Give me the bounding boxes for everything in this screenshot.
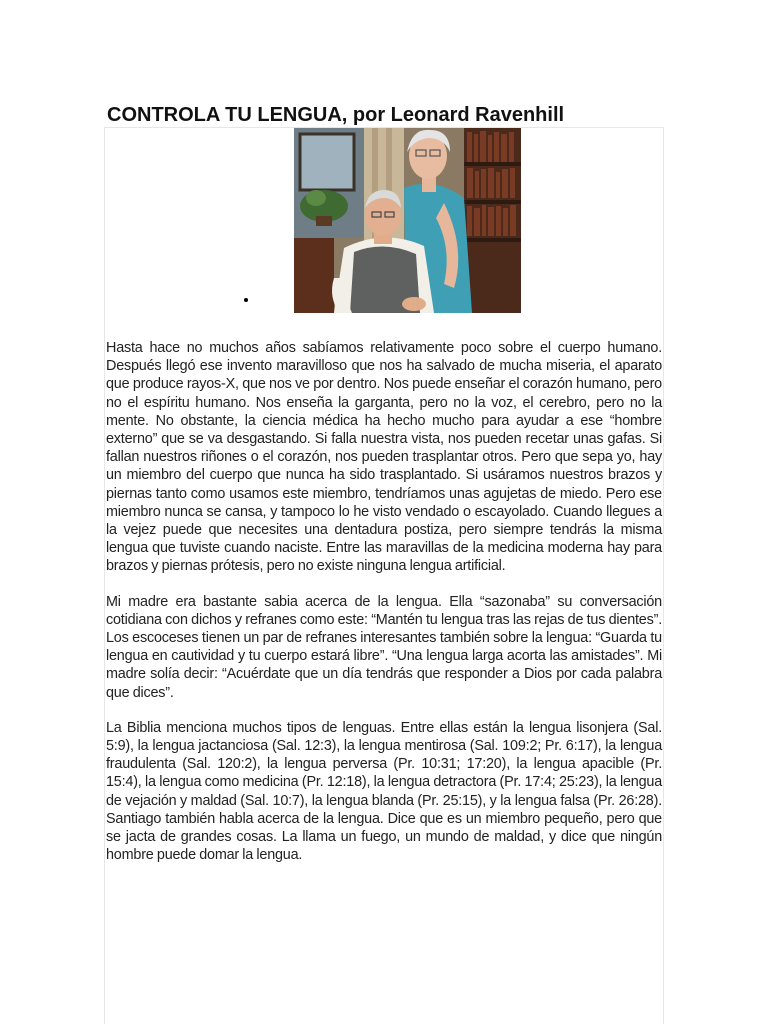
page-title: CONTROLA TU LENGUA, por Leonard Ravenhill bbox=[107, 104, 565, 126]
list-bullet bbox=[244, 298, 248, 302]
article-text bbox=[106, 339, 662, 881]
author-photo bbox=[294, 128, 521, 313]
paragraph: Mi madre era bastante sabia acerca de la lengua. Ella “sazonaba” su conversación cotidiana con dichos y refranes como este: “Mantén tu lengua tras las rejas de tus dientes”. Los escoceses tienen un par de refranes interesantes también sobre la lengua: “Guarda tu lengua en cautividad y tu cuerpo estará libre”. “Una lengua larga acorta las amistades”. Mi madre solía decir: “Acuérdate que un día tendrás que responder a Dios por cada palabra que dices”. bbox=[106, 593, 662, 701]
paragraph: Hasta hace no muchos años sabíamos relativamente poco sobre el cuerpo humano. Después llegó ese invento maravilloso que nos ha salvado de mucha miseria, el aparato que produce rayos-X, que nos ve por dentro. Nos puede enseñar el corazón humano, pero no el espíritu humano. Nos enseña la garganta, pero no la voz, el cerebro, pero no la mente. No obstante, la ciencia médica ha hecho mucho para ayudar a ese “hombre externo” que se va desgastando. Si falla nuestra vista, nos pueden recetar unas gafas. Si fallan nuestros riñones o el corazón, nos pueden trasplantar otros. Pero que sepa yo, hay un miembro del cuerpo que nunca ha sido trasplantado. Si usáramos nuestros brazos y piernas tanto como usamos este miembro, tendríamos unas agujetas de miedo. Pero ese miembro nunca se cansa, y tampoco lo he visto vendado o escayolado. Cuando llegues a la vejez puede que necesites una dentadura postiza, pero siempre tendrás la misma lengua que tuviste cuando naciste. Entre las maravillas de la medicina moderna hay para brazos y piernas prótesis, pero no existe ninguna lengua artificial. bbox=[106, 340, 662, 575]
paragraph: La Biblia menciona muchos tipos de lenguas. Entre ellas están la lengua lisonjera (Sal. 5:9), la lengua jactanciosa (Sal. 12:3), la lengua mentirosa (Sal. 109:2; Pr. 6:17), la lengua fraudulenta (Sal. 120:2), la lengua perversa (Pr. 10:31; 17:20), la lengua apacible (Pr. 15:4), la lengua como medicina (Pr. 12:18), la lengua detractora (Pr. 17:4; 25:23), la lengua de vejación y maldad (Sal. 10:7), la lengua blanda (Pr. 25:15), y la lengua falsa (Pr. 26:28). Santiago también habla acerca de la lengua. Dice que es un miembro pequeño, pero que se jacta de grandes cosas. La llama un fuego, un mundo de maldad, y dice que ningún hombre puede domar la lengua. bbox=[106, 719, 662, 864]
article-body bbox=[104, 127, 664, 1024]
